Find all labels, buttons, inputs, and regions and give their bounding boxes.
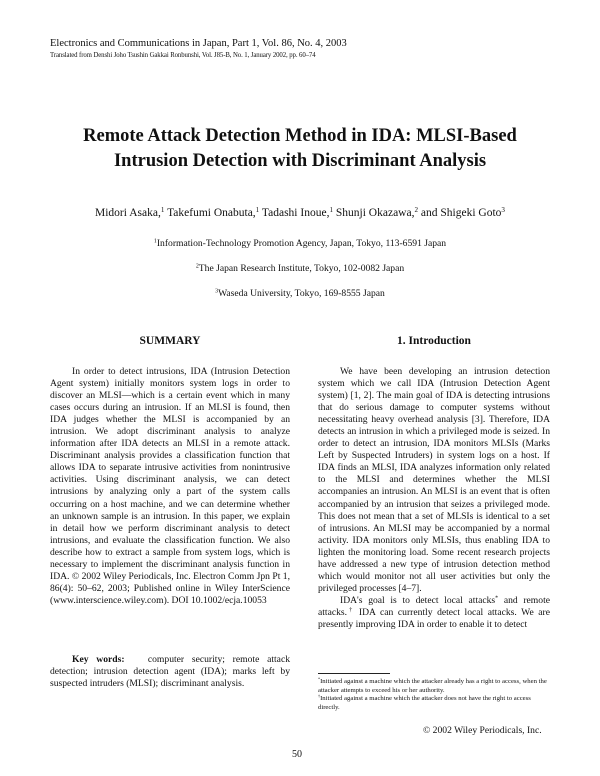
affiliation-1: $^1$Information-Technology Promotion Agency, Japan, Tokyo, 113-6591 Japan — [153, 238, 447, 249]
footnote-1: *Initiated against a machine which the attacker already has a right to access, when the attacker attempts to exceed his or her authority. — [318, 676, 547, 694]
page-number: 50 — [292, 749, 302, 760]
introduction-paragraph-2: IDA's goal is to detect local attacks* and remote attacks.† IDA can currently detect local attacks. We are presently improving IDA in order to enable it to detect — [318, 594, 550, 630]
author: Takefumi Onabuta,$^1$ — [167, 206, 260, 219]
introduction-body — [318, 366, 550, 631]
journal-citation: Electronics and Communications in Japan, Part 1, Vol. 86, No. 4, 2003 — [50, 38, 347, 49]
footnotes — [318, 678, 550, 712]
copyright-notice: © 2002 Wiley Periodicals, Inc. — [423, 725, 542, 736]
footnote-rule — [318, 673, 390, 674]
keywords-text: computer security; remote attack detection; intrusion detection agent (IDA); marks left by suspected intruders (MLSI); discriminant analysis. — [50, 654, 290, 689]
introduction-heading: 1. Introduction — [397, 335, 471, 347]
author: Midori Asaka,$^1$ — [95, 206, 165, 219]
author: and Shigeki Goto$^3$ — [420, 206, 505, 219]
paper-title — [40, 124, 560, 174]
translation-note: Translated from Denshi Joho Tsushin Gakkai Ronbunshi, Vol. J85-B, No. 1, January 2002, pp. 60–74 — [50, 52, 316, 59]
footnote-2: †Initiated against a machine which the attacker does not have the right to access directly. — [318, 693, 531, 711]
keywords-label: Key words: — [72, 654, 125, 665]
summary-paragraph: In order to detect intrusions, IDA (Intrusion Detection Agent system) initially monitors system logs in order to discover an MLSI—which is a certain event which in many cases occurs during an intrusion. If an MLSI is found, then IDA judges whether the MLSI is accompanied by an intrusion. We adopt discriminant analysis to analyze information after IDA detects an MLSI in a remote attack. Discriminant analysis provides a classification function that allows IDA to separate intrusive activities from nonintrusive activities. Using discriminant analysis, we can detect intrusions by analyzing only a part of the system calls occurring on a host machine, and we can determine whether an unknown sample is an intrusion. In this paper, we explain in detail how we perform discriminant analysis to detect intrusions, and evaluate the classification function. We also describe how to extract a sample from system logs, which is necessary to implement the discriminant analysis function in IDA. © 2002 Wiley Periodicals, Inc. Electron Comm Jpn Pt 1, 86(4): 50–62, 2003; Published online in Wiley InterScience (www.interscience.wiley.com). DOI 10.1002/ecja.10053 — [50, 366, 290, 606]
introduction-paragraph-1: We have been developing an intrusion detection system which we call IDA (Intrusion Detection Agent system) [1, 2]. The main goal of IDA is detecting intrusions that do serious damage to computer systems without necessitating heavy overhead analysis [3]. Therefore, IDA detects an intrusion in which a privileged mode is seized. In order to detect an intrusion, IDA monitors MLSIs (Marks Left by Suspected Intruders) in system logs on a host. If IDA finds an MLSI, IDA analyzes information only related to the MLSI and determines whether the MLSI accompanies an intrusion. An MLSI is an event that is often accompanied by an intrusion that seizes a privileged mode. This does not mean that a set of MLSIs is identical to a set of intrusions. An MLSI may be accompanied by a normal activity. IDA monitors only MLSIs, thus enabling IDA to lighten the monitoring load. Some recent research projects have addressed a new type of intrusion detection method which would monitor not all user activities but only the privileged processes [4–7]. — [318, 366, 550, 594]
author: Shunji Okazawa,$^2$ — [335, 206, 419, 219]
affiliation-2: $^2$The Japan Research Institute, Tokyo, 102-0082 Japan — [195, 263, 405, 274]
title-line-2: Intrusion Detection with Discriminant Analysis — [113, 151, 487, 171]
title-line-1: Remote Attack Detection Method in IDA: MLSI-Based — [83, 126, 517, 146]
affiliation-3: $^3$Waseda University, Tokyo, 169-8555 Japan — [215, 288, 385, 299]
author-list — [40, 207, 560, 219]
summary-body — [50, 366, 290, 607]
author: Tadashi Inoue,$^1$ — [261, 206, 334, 219]
summary-heading: SUMMARY — [139, 335, 201, 347]
keywords — [50, 654, 290, 690]
